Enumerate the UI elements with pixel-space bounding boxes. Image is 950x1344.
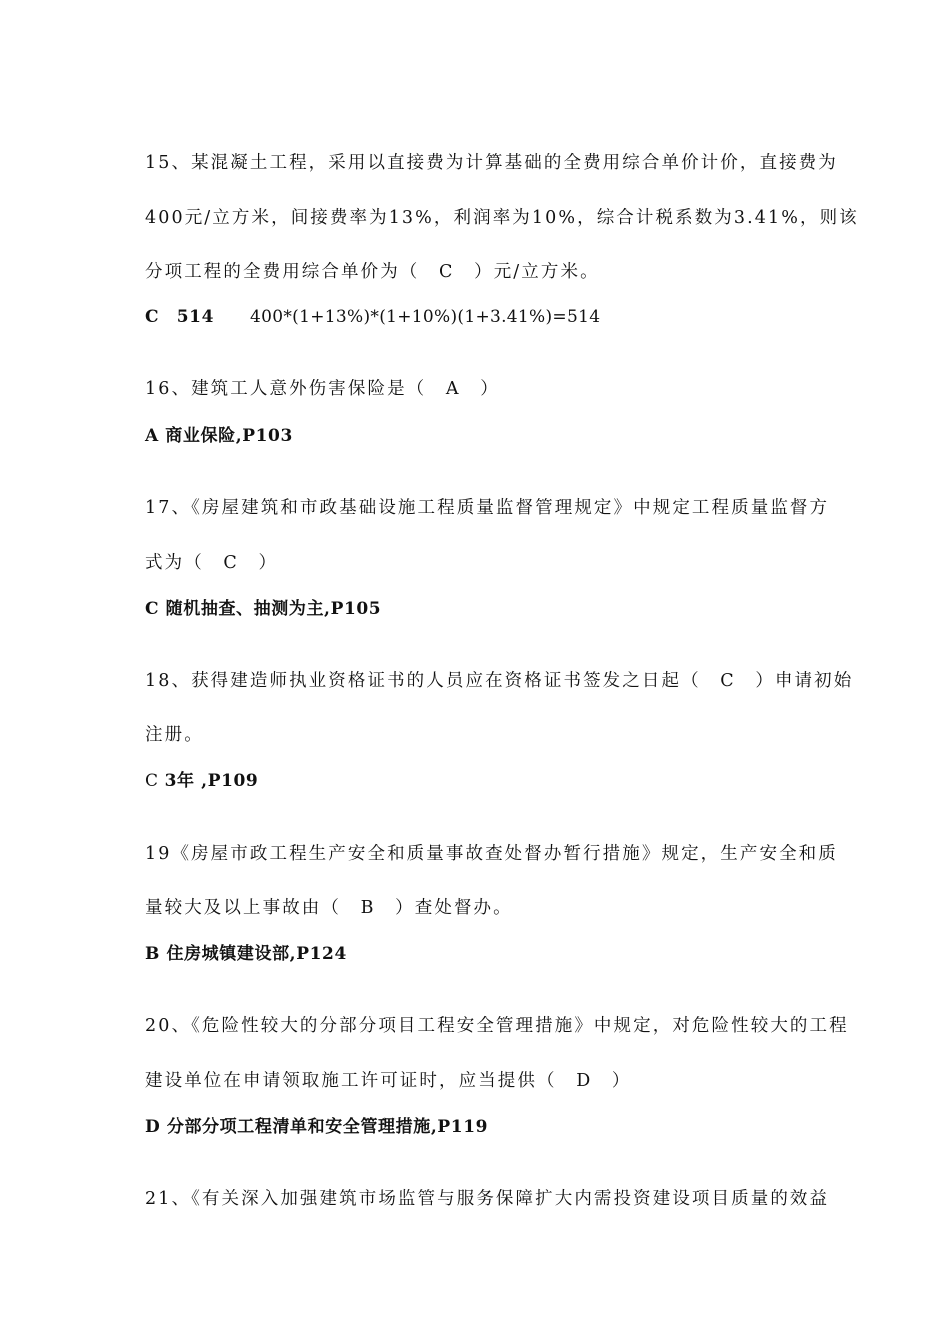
question-21-line-1: 21、《有关深入加强建筑市场监管与服务保障扩大内需投资建设项目质量的效益 (145, 1189, 830, 1209)
question-15-line-1: 15、某混凝土工程，采用以直接费为计算基础的全费用综合单价计价，直接费为 (145, 153, 838, 173)
question-17-line-1: 17、《房屋建筑和市政基础设施工程质量监督管理规定》中规定工程质量监督方 (145, 498, 830, 518)
answer-16: A 商业保险,P103 (145, 426, 293, 446)
question-16-line-1: 16、建筑工人意外伤害保险是（ A ） (145, 379, 500, 399)
answer-18-choice: C (145, 771, 159, 791)
question-17-line-2: 式为（ C ） (145, 553, 279, 573)
question-19-line-2: 量较大及以上事故由（ B ）查处督办。 (145, 898, 513, 918)
answer-19: B 住房城镇建设部,P124 (145, 944, 347, 964)
question-15-line-2: 400元/立方米，间接费率为13%，利润率为10%，综合计税系数为3.41%，则该 (145, 208, 859, 228)
answer-15-choice: C 514 (145, 307, 215, 327)
question-18-line-2: 注册。 (145, 725, 204, 745)
answer-20: D 分部分项工程清单和安全管理措施,P119 (145, 1117, 489, 1137)
answer-18-detail: 3年 ,P109 (164, 771, 259, 791)
question-15-line-3: 分项工程的全费用综合单价为（ C ）元/立方米。 (145, 262, 600, 282)
question-18-line-1: 18、获得建造师执业资格证书的人员应在资格证书签发之日起（ C ）申请初始 (145, 671, 854, 691)
answer-18 (145, 768, 258, 794)
answer-15-formula: 400*(1+13%)*(1+10%)(1+3.41%)=514 (250, 307, 601, 327)
answer-15 (145, 304, 600, 330)
answer-17: C 随机抽查、抽测为主,P105 (145, 599, 382, 619)
question-20-line-2: 建设单位在申请领取施工许可证时，应当提供（ D ） (145, 1071, 632, 1091)
question-20-line-1: 20、《危险性较大的分部分项目工程安全管理措施》中规定，对危险性较大的工程 (145, 1016, 849, 1036)
question-19-line-1: 19《房屋市政工程生产安全和质量事故查处督办暂行措施》规定，生产安全和质 (145, 844, 838, 864)
